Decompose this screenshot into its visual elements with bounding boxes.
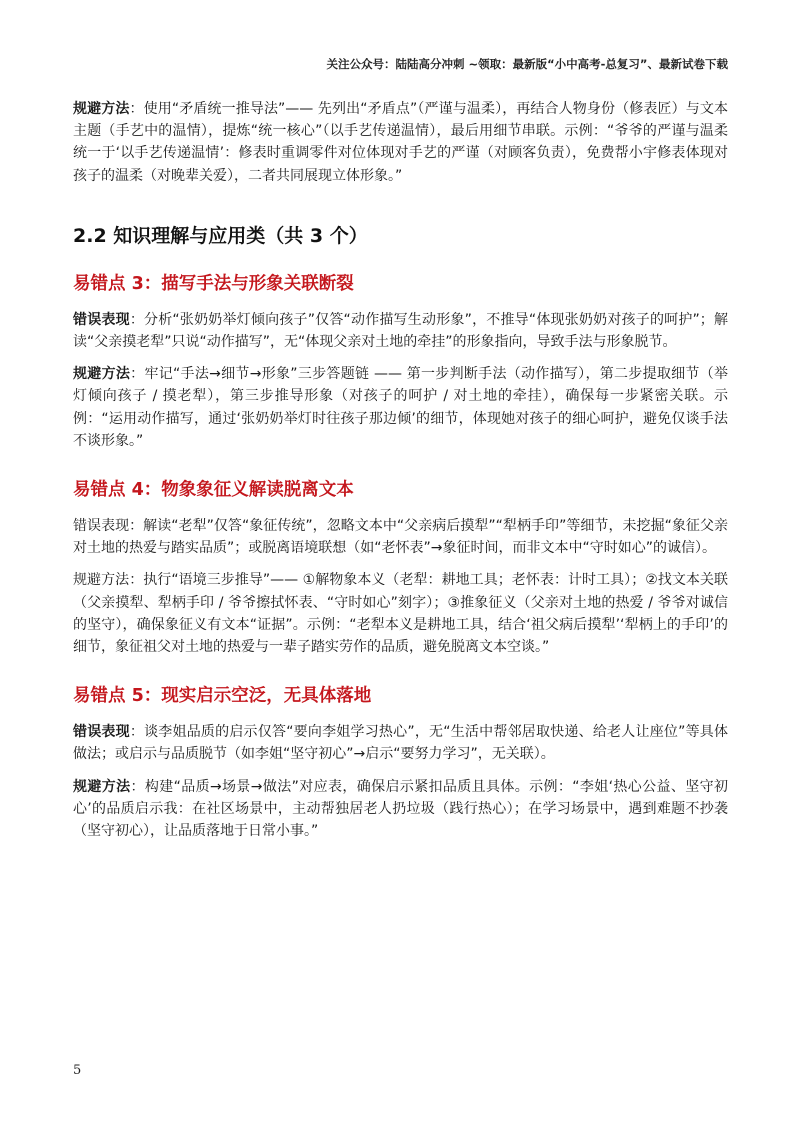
intro-paragraph — [73, 98, 728, 187]
avoid-method-text: ：执行“语境三步推导”—— ①解物象本义（老犁：耕地工具；老怀表：计时工具）；②找文本关联（父亲摸犁、犁柄手印 / 爷爷擦拭怀表、“守时如心”刻字）；③推象征义（父亲对土地的热爱 / 爷爷对诚信的坚守），确保象征义有文本“证据”。示例：“老犁本义是耕地工具，结合‘祖父病后摸犁’‘犁柄上的手印’的细节，象征祖父对土地的热爱与一辈子踏实劳作的品质，避免脱离文本空谈。” — [73, 572, 729, 656]
avoid-method-label: 规避方法 — [73, 572, 130, 589]
section-heading: 2.2 知识理解与应用类（共 3 个） — [73, 224, 368, 247]
error-point-5-avoid — [73, 776, 728, 843]
mistake-label: 错误表现 — [73, 311, 130, 328]
document-body — [73, 98, 728, 852]
mistake-text: ：分析“张奶奶举灯倾向孩子”仅答“动作描写生动形象”，不推导“体现张奶奶对孩子的呵护”；解读“父亲摸老犁”只说“动作描写”，无“体现父亲对土地的牵挂”的形象指向，导致手法与形象脱节。 — [73, 311, 729, 351]
error-point-3-avoid — [73, 363, 728, 452]
avoid-method-label: 规避方法 — [73, 366, 131, 383]
mistake-label: 错误表现 — [73, 518, 130, 535]
avoid-method-text: ：构建“品质→场景→做法”对应表，确保启示紧扣品质且具体。示例：“李姐‘热心公益、坚守初心’的品质启示我：在社区场景中，主动帮独居老人扔垃圾（践行热心）；在学习场景中，遇到难题不抄袭（坚守初心），让品质落地于日常小事。” — [73, 778, 729, 840]
page-header: 关注公众号：陆陆高分冲刺 ~领取：最新版“小中高考-总复习”、最新试卷下载 — [326, 57, 728, 71]
mistake-text: ：解读“老犁”仅答“象征传统”，忽略文本中“父亲病后摸犁”“犁柄手印”等细节，未挖掘“象征父亲对土地的热爱与踏实品质”；或脱离语境联想（如“老怀表”→象征时间，而非文本中“守时如心”的诚信）。 — [73, 518, 728, 557]
error-point-4-title: 易错点 4：物象象征义解读脱离文本 — [73, 480, 354, 501]
mistake-text: ：谈李姐品质的启示仅答“要向李姐学习热心”，无“生活中帮邻居取快递、给老人让座位”等具体做法；或启示与品质脱节（如李姐“坚守初心”→启示“要努力学习”，无关联）。 — [73, 724, 729, 763]
error-point-3-mistake — [73, 309, 728, 353]
page-number: 5 — [73, 1063, 82, 1078]
mistake-label: 错误表现 — [73, 724, 130, 741]
avoid-method-label: 规避方法 — [73, 778, 131, 795]
error-point-5-title: 易错点 5：现实启示空泛，无具体落地 — [73, 686, 372, 707]
avoid-method-text: ：使用“矛盾统一推导法”—— 先列出“矛盾点”（严谨与温柔），再结合人物身份（修表匠）与文本主题（手艺中的温情），提炼“统一核心”（以手艺传递温情），最后用细节串联。示例：“爷爷的严谨与温柔统一于‘以手艺传递温情’：修表时重调零件对位体现对手艺的严谨（对顾客负责），免费帮小宇修表体现对孩子的温柔（对晚辈关爱），二者共同展现立体形象。” — [73, 101, 728, 184]
avoid-method-text: ：牢记“手法→细节→形象”三步答题链 —— 第一步判断手法（动作描写），第二步提取细节（举灯倾向孩子 / 摸老犁），第三步推导形象（对孩子的呵护 / 对土地的牵挂），确保每一步紧密关联。示例：“运用动作描写，通过‘张奶奶举灯时往孩子那边倾’的细节，体现她对孩子的细心呵护，避免仅谈手法不谈形象。” — [73, 366, 729, 449]
error-point-3-title: 易错点 3：描写手法与形象关联断裂 — [73, 273, 354, 294]
error-point-4-avoid — [73, 569, 728, 658]
error-point-4-mistake — [73, 515, 728, 559]
error-point-5-mistake — [73, 721, 728, 765]
avoid-method-label: 规避方法 — [73, 101, 130, 117]
